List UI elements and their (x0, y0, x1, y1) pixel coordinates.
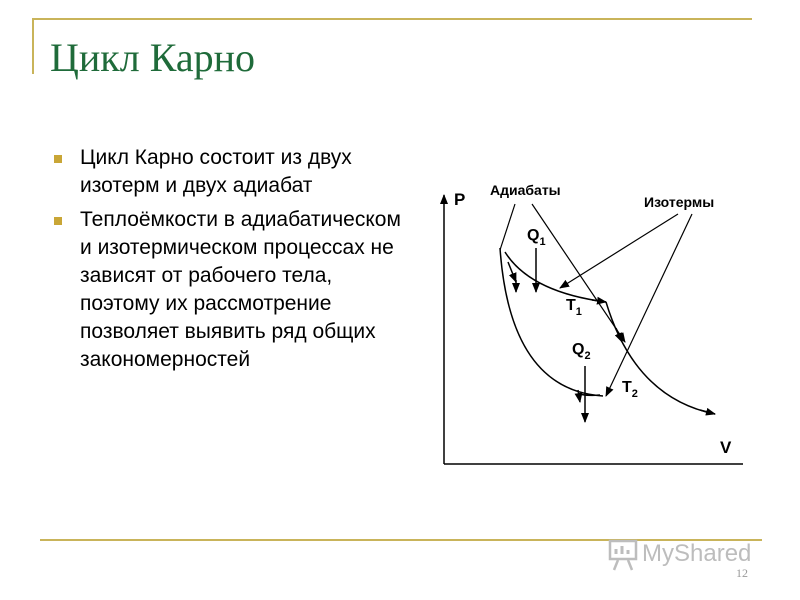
label-q1: $Q_1$ (527, 227, 546, 248)
bullet-item: Теплоёмкости в адиабатическом и изотермическом процессах не зависят от рабочего тела, поэтому их рассмотрение позволяет выявить ряд общих закономерностей (52, 206, 412, 374)
isotherm-t1 (505, 252, 606, 302)
axis-label-p: P (454, 190, 466, 209)
label-adiabats: Адиабаты (490, 182, 561, 198)
watermark-text: MyShared (642, 540, 752, 567)
bullet-item: Цикл Карно состоит из двух изотерм и двух адиабат (52, 144, 412, 200)
carnot-cycle-diagram (420, 170, 760, 470)
label-t1: $T_1$ (566, 297, 582, 318)
presentation-board-icon (608, 538, 638, 572)
slide-title: Цикл Карно (50, 35, 255, 80)
adiabats-pointer (500, 204, 515, 250)
label-isotherms: Изотермы (644, 194, 715, 210)
watermark (608, 536, 778, 576)
cycle-arrow (700, 410, 715, 414)
top-rule (34, 18, 752, 20)
isotherms-pointer (560, 214, 678, 288)
label-t2: $T_2$ (622, 379, 638, 400)
adiabats-pointer (532, 204, 625, 342)
label-q2: $Q_2$ (572, 341, 591, 362)
page-number: 12 (736, 566, 748, 580)
bullet-list (52, 144, 412, 380)
isotherms-pointer (606, 214, 692, 396)
title-accent-bar (32, 18, 34, 74)
axis-label-v: V (720, 438, 732, 457)
cycle-arrow (592, 300, 606, 302)
adiabat-right (606, 302, 715, 414)
